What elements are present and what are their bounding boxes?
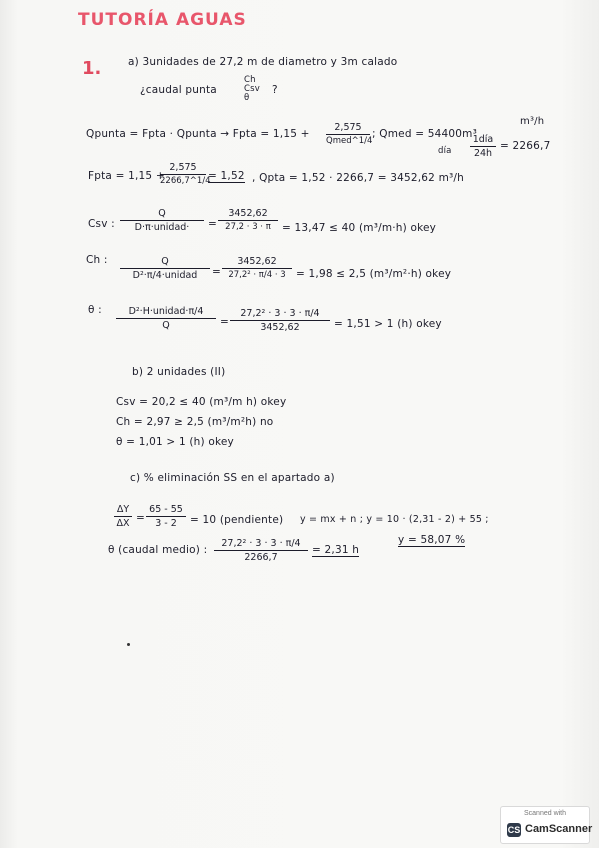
theta-mean-den: 2266,7 [244, 552, 278, 563]
theta-label: θ : [88, 304, 102, 316]
theta-mean-fraction [214, 538, 308, 563]
qpunta-frac-num: 2,575 [326, 122, 370, 135]
part-a-question: ¿caudal punta [140, 84, 217, 96]
qpunta-fraction [326, 122, 373, 146]
line-equation: y = mx + n ; y = 10 · (2,31 - 2) + 55 ; [300, 514, 489, 525]
part-a-statement: a) 3unidades de 27,2 m de diametro y 3m calado [128, 56, 398, 68]
slope-den: ΔX [116, 518, 130, 529]
ink-dot [127, 643, 130, 646]
csv-eq: = [208, 218, 217, 230]
ch-f2-den: 27,2² · π/4 · 3 [228, 270, 286, 280]
slope-symbol [114, 504, 132, 529]
theta-f1-den: Q [162, 320, 170, 331]
qmed-text: ; Qmed = 54400m³ [372, 128, 478, 140]
theta-mean-label: θ (caudal medio) : [108, 544, 208, 556]
qmed-result: = 2266,7 [500, 140, 551, 152]
conv-den: 24h [473, 148, 493, 159]
csv-result: = 13,47 ≤ 40 (m³/m·h) okey [282, 222, 437, 234]
theta-substitution [230, 308, 330, 333]
part-b-theta: θ = 1,01 > 1 (h) okey [116, 436, 234, 448]
theta-f1-num: D²·H·unidad·π/4 [116, 306, 216, 319]
ch-substitution [222, 256, 292, 280]
theta-f2-den: 3452,62 [260, 322, 300, 333]
csv-f2-num: 3452,62 [218, 208, 278, 221]
slope-fraction [146, 504, 186, 529]
conv-num: 1día [470, 134, 496, 147]
part-a-question-end: ? [272, 84, 278, 96]
fpta-fraction [160, 162, 211, 186]
ch-f1-num: Q [120, 256, 210, 269]
csv-f2-den: 27,2 · 3 · π [225, 222, 271, 232]
theta-formula [116, 306, 216, 331]
ch-f1-den: D²·π/4·unidad [132, 270, 198, 281]
slope-f-den: 3 - 2 [155, 518, 177, 529]
page-title: TUTORÍA AGUAS [78, 10, 247, 30]
qpunta-line: Qpunta = Fpta · Qpunta → Fpta = 1,15 + [86, 128, 310, 140]
qmed-den: día [438, 146, 452, 156]
fpta-frac-num: 2,575 [160, 162, 206, 175]
ch-label: Ch : [86, 254, 108, 266]
slope-result: = 10 (pendiente) [190, 514, 284, 526]
csv-f1-num: Q [120, 208, 204, 221]
part-b-csv: Csv = 20,2 ≤ 40 (m³/m h) okey [116, 396, 287, 408]
qpta-result: , Qpta = 1,52 · 2266,7 = 3452,62 m³/h [252, 172, 465, 184]
part-a-question-params: Ch Csv θ [244, 75, 260, 103]
csv-formula [120, 208, 204, 233]
camscanner-brand: CamScanner [525, 823, 593, 835]
theta-f2-num: 27,2² · 3 · 3 · π/4 [230, 308, 330, 321]
ch-eq: = [212, 266, 221, 278]
qmed-conversion [470, 134, 496, 159]
csv-f1-den: D·π·unidad· [134, 222, 190, 233]
slope-eq: = [136, 512, 145, 524]
fpta-prefix: Fpta = 1,15 + [88, 170, 165, 182]
fpta-frac-den: 2266,7^1/4 [160, 176, 211, 186]
ch-f2-num: 3452,62 [222, 256, 292, 269]
part-c-heading: c) % eliminación SS en el apartado a) [130, 472, 335, 484]
ch-formula [120, 256, 210, 281]
part-b-heading: b) 2 unidades (II) [132, 366, 226, 378]
y-result: y = 58,07 % [398, 534, 466, 546]
theta-eq: = [220, 316, 229, 328]
slope-f-num: 65 - 55 [146, 504, 186, 517]
slope-num: ΔY [114, 504, 132, 517]
csv-label: Csv : [88, 218, 115, 230]
theta-mean-result: = 2,31 h [312, 544, 360, 556]
ch-result: = 1,98 ≤ 2,5 (m³/m²·h) okey [296, 268, 452, 280]
fpta-result: = 1,52 [208, 170, 245, 182]
camscanner-logo-icon: CS [507, 825, 521, 835]
qpunta-frac-den: Qmed^1/4 [326, 136, 373, 146]
theta-mean-num: 27,2² · 3 · 3 · π/4 [214, 538, 308, 551]
exercise-number: 1. [82, 58, 102, 79]
theta-result: = 1,51 > 1 (h) okey [334, 318, 442, 330]
scanner-watermark [500, 806, 593, 844]
qpunta-units: m³/h [520, 116, 545, 127]
scanned-with-text: Scanned with [523, 810, 567, 817]
part-b-ch: Ch = 2,97 ≥ 2,5 (m³/m²h) no [116, 416, 274, 428]
csv-substitution [218, 208, 278, 232]
